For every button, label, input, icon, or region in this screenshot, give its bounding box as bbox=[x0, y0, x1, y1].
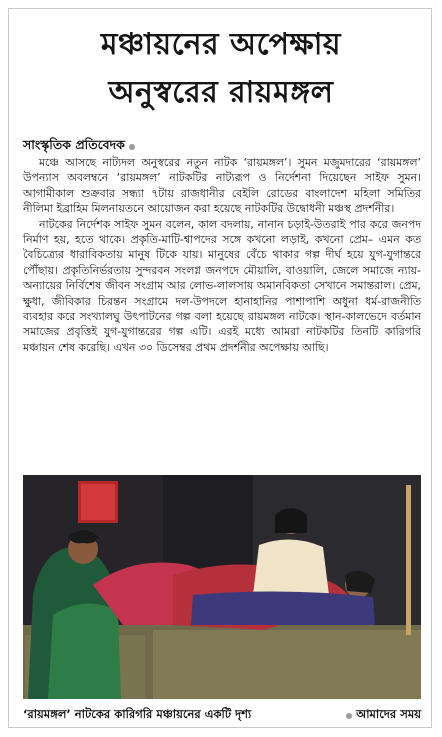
photo-caption bbox=[23, 706, 421, 725]
byline bbox=[23, 137, 135, 157]
photo-credit bbox=[346, 706, 421, 725]
article-body bbox=[23, 155, 421, 355]
headline bbox=[19, 21, 423, 117]
byline-text: সাংস্কৃতিক প্রতিবেদক bbox=[23, 137, 125, 152]
credit-text: আমাদের সময় bbox=[356, 707, 421, 721]
headline-line-1: মঞ্চায়নের অপেক্ষায় bbox=[100, 27, 342, 62]
bullet-icon bbox=[346, 713, 352, 719]
newspaper-clipping bbox=[8, 8, 432, 728]
article-photo bbox=[23, 475, 421, 699]
stage-scene-illustration bbox=[23, 475, 421, 699]
bullet-icon bbox=[129, 144, 135, 150]
headline-line-2: অনুস্বরের রায়মঙ্গল bbox=[108, 75, 334, 110]
paragraph-1: মঞ্চে আসছে নাট্যদল অনুস্বরের নতুন নাটক ‘রায়মঙ্গল’। সুমন মজুমদারের ‘রায়মঙ্গল’ উপন্যাস অবলম্বনে ‘রায়মঙ্গল’ নাটকটির নাট্যরূপ ও নির্দেশনা দিয়েছেন সাইফ সুমন। আগামীকাল শুক্রবার সন্ধ্যা ৭টায় রাজধানীর বেইলি রোডের বাংলাদেশ মহিলা সমিতির নীলিমা ইব্রাহিম মিলনায়তনে আয়োজন করা হয়েছে নাটকটির উদ্বোধনী মঞ্চস্থ প্রদর্শনীর। bbox=[23, 156, 421, 216]
caption-text: ‘রায়মঙ্গল’ নাটকের কারিগরি মঞ্চায়নের একটি দৃশ্য bbox=[23, 707, 252, 721]
paragraph-2: নাটকের নির্দেশক সাইফ সুমন বলেন, কাল বদলায়, নানান চড়াই-উতরাই পার করে জনপদ নির্মাণ হয়, হতে থাকে। প্রকৃতি-মাটি-শ্বাপদের সঙ্গে কখনো লড়াই, কখনো প্রেম– এমন কত বৈচিত্র্যের ধারাবিকতায় মানুষ টিকে যায়। মানুষের বেঁচে থাকার গল্প দীর্ঘ হয়ে যুগ-যুগান্তরে পৌঁছায়। প্রকৃতিনির্ভরতায় সুন্দরবন সংলগ্ন জনপদে মৌয়ালি, বাওয়ালি, জেলে সমাজে ন্যায়-অন্যায়ের নির্বিশেষ জীবন সংগ্রাম আর লোভ-লালসায় অমানবিকতা সেখানে সমান্তরাল। প্রেম, ক্ষুধা, জীবিকার চিরন্তন সংগ্রামে দল-উপদলে হানাহানির পাশাপাশি অধুনা ধর্ম-রাজনীতি ব্যবহার করে সংখ্যালঘু উৎপাটনের গল্প বলা হয়েছে রায়মঙ্গল নাটকে। স্থান-কালভেদে বর্তমান সমাজের প্রবৃত্তিই যুগ-যুগান্তরের গল্প এটি। এরই মধ্যে আমরা নাটকটির তিনটি কারিগরি মঞ্চায়ন শেষ করেছি। এখন ৩০ ডিসেম্বর প্রথম প্রদর্শনীর অপেক্ষায় আছি। bbox=[23, 217, 421, 354]
